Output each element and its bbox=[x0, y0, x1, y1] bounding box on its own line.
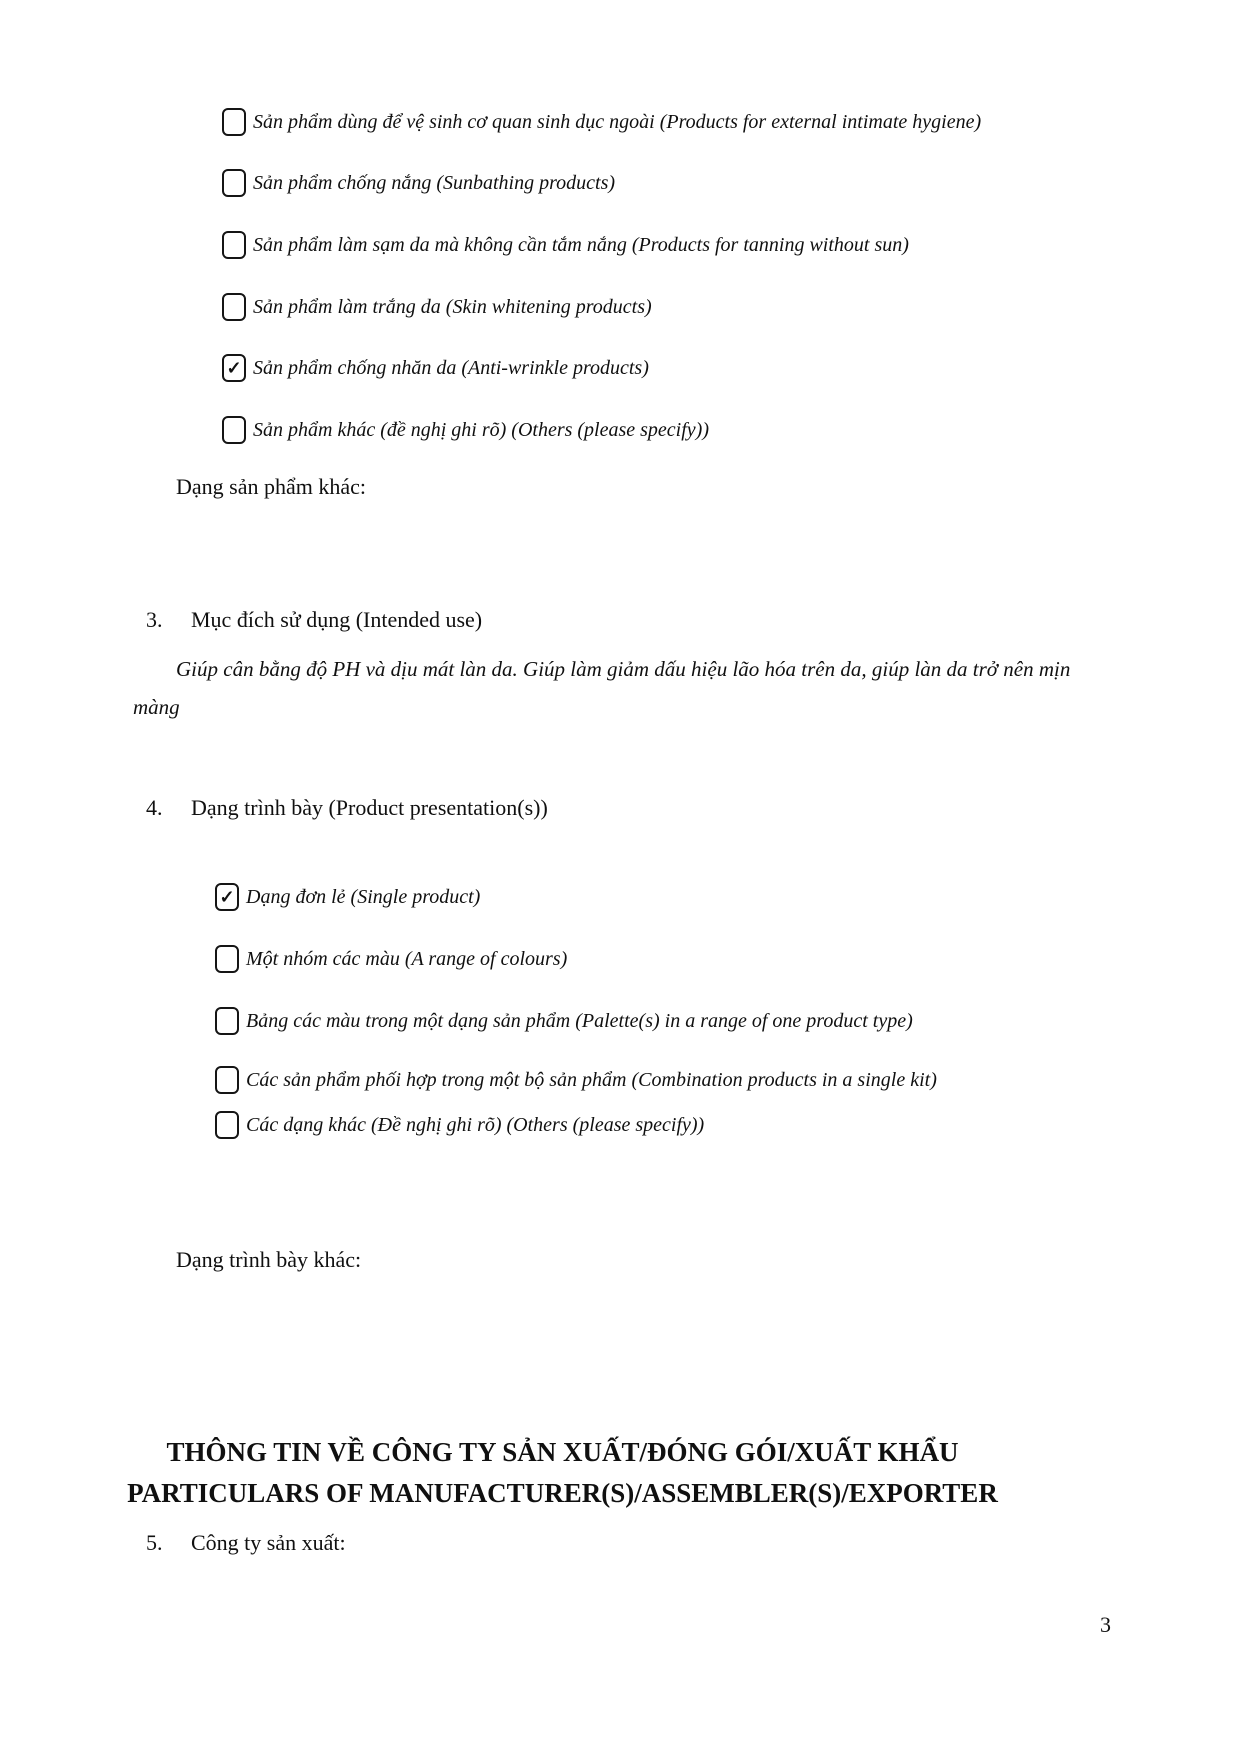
checkbox-anti-wrinkle[interactable]: ✓ bbox=[222, 354, 246, 382]
checklist-item bbox=[222, 169, 615, 197]
checkbox-other-presentation[interactable] bbox=[215, 1111, 239, 1139]
checkbox-label: Một nhóm các màu (A range of colours) bbox=[246, 947, 568, 970]
other-product-type-label: Dạng sản phẩm khác: bbox=[176, 474, 366, 499]
checkbox-tanning-without-sun[interactable] bbox=[222, 231, 246, 259]
intended-use-text: Giúp cân bằng độ PH và dịu mát làn da. Giúp làm giảm dấu hiệu lão hóa trên da, giúp làn da trở nên mịn màng bbox=[133, 657, 1071, 719]
checkbox-range-of-colours[interactable] bbox=[215, 945, 239, 973]
section-number: 5. bbox=[146, 1530, 163, 1555]
checkbox-label: Các dạng khác (Đề nghị ghi rõ) (Others (please specify)) bbox=[246, 1113, 705, 1136]
presentation-checklist bbox=[215, 883, 1155, 1153]
checkbox-sunbathing-products[interactable] bbox=[222, 169, 246, 197]
checkbox-label: Sản phẩm chống nắng (Sunbathing products) bbox=[253, 171, 616, 194]
section-3-heading bbox=[146, 607, 1046, 637]
checkbox-skin-whitening[interactable] bbox=[222, 293, 246, 321]
checklist-item bbox=[215, 945, 567, 973]
checklist-item bbox=[222, 231, 909, 259]
checkbox-single-product[interactable]: ✓ bbox=[215, 883, 239, 911]
checkbox-label: Sản phẩm dùng để vệ sinh cơ quan sinh dục ngoài (Products for external intimate hygiene) bbox=[253, 110, 982, 133]
section-title: Dạng trình bày (Product presentation(s)) bbox=[191, 795, 548, 820]
checklist-item bbox=[215, 1007, 913, 1035]
checkbox-other-products[interactable] bbox=[222, 416, 246, 444]
checkbox-label: Sản phẩm làm sạm da mà không cần tắm nắng (Products for tanning without sun) bbox=[253, 233, 909, 256]
checkbox-palette-range[interactable] bbox=[215, 1007, 239, 1035]
checklist-item bbox=[215, 1111, 704, 1139]
checkbox-label: Sản phẩm chống nhăn da (Anti-wrinkle products) bbox=[253, 356, 649, 379]
heading-line-vietnamese: THÔNG TIN VỀ CÔNG TY SẢN XUẤT/ĐÓNG GÓI/XUẤT KHẨU bbox=[166, 1437, 959, 1467]
section-number: 4. bbox=[146, 795, 163, 820]
checklist-item bbox=[222, 108, 981, 136]
checklist-item bbox=[215, 1066, 937, 1094]
product-type-checklist bbox=[222, 108, 1122, 488]
checkbox-label: Sản phẩm làm trắng da (Skin whitening products) bbox=[253, 295, 652, 318]
checkbox-combination-kit[interactable] bbox=[215, 1066, 239, 1094]
checkbox-label: Bảng các màu trong một dạng sản phẩm (Palette(s) in a range of one product type) bbox=[246, 1009, 913, 1032]
checkbox-label: Dạng đơn lẻ (Single product) bbox=[246, 885, 481, 908]
section-number: 3. bbox=[146, 607, 163, 632]
manufacturer-section-heading bbox=[110, 1432, 1015, 1514]
section-4-heading bbox=[146, 795, 1046, 825]
other-presentation-label: Dạng trình bày khác: bbox=[176, 1247, 362, 1272]
checklist-item bbox=[222, 416, 709, 444]
checkbox-external-intimate-hygiene[interactable] bbox=[222, 108, 246, 136]
heading-line-english: PARTICULARS OF MANUFACTURER(S)/ASSEMBLER(S)/EXPORTER bbox=[127, 1478, 998, 1508]
section-5-heading bbox=[146, 1530, 1046, 1560]
checklist-item bbox=[215, 883, 480, 911]
checkbox-label: Sản phẩm khác (đề nghị ghi rõ) (Others (please specify)) bbox=[253, 418, 709, 441]
section-title: Công ty sản xuất: bbox=[191, 1530, 346, 1555]
checkbox-label: Các sản phẩm phối hợp trong một bộ sản phẩm (Combination products in a single kit) bbox=[246, 1068, 937, 1091]
checklist-item bbox=[222, 354, 649, 382]
section-title: Mục đích sử dụng (Intended use) bbox=[191, 607, 483, 632]
page-number: 3 bbox=[1100, 1612, 1111, 1637]
checklist-item bbox=[222, 293, 652, 321]
